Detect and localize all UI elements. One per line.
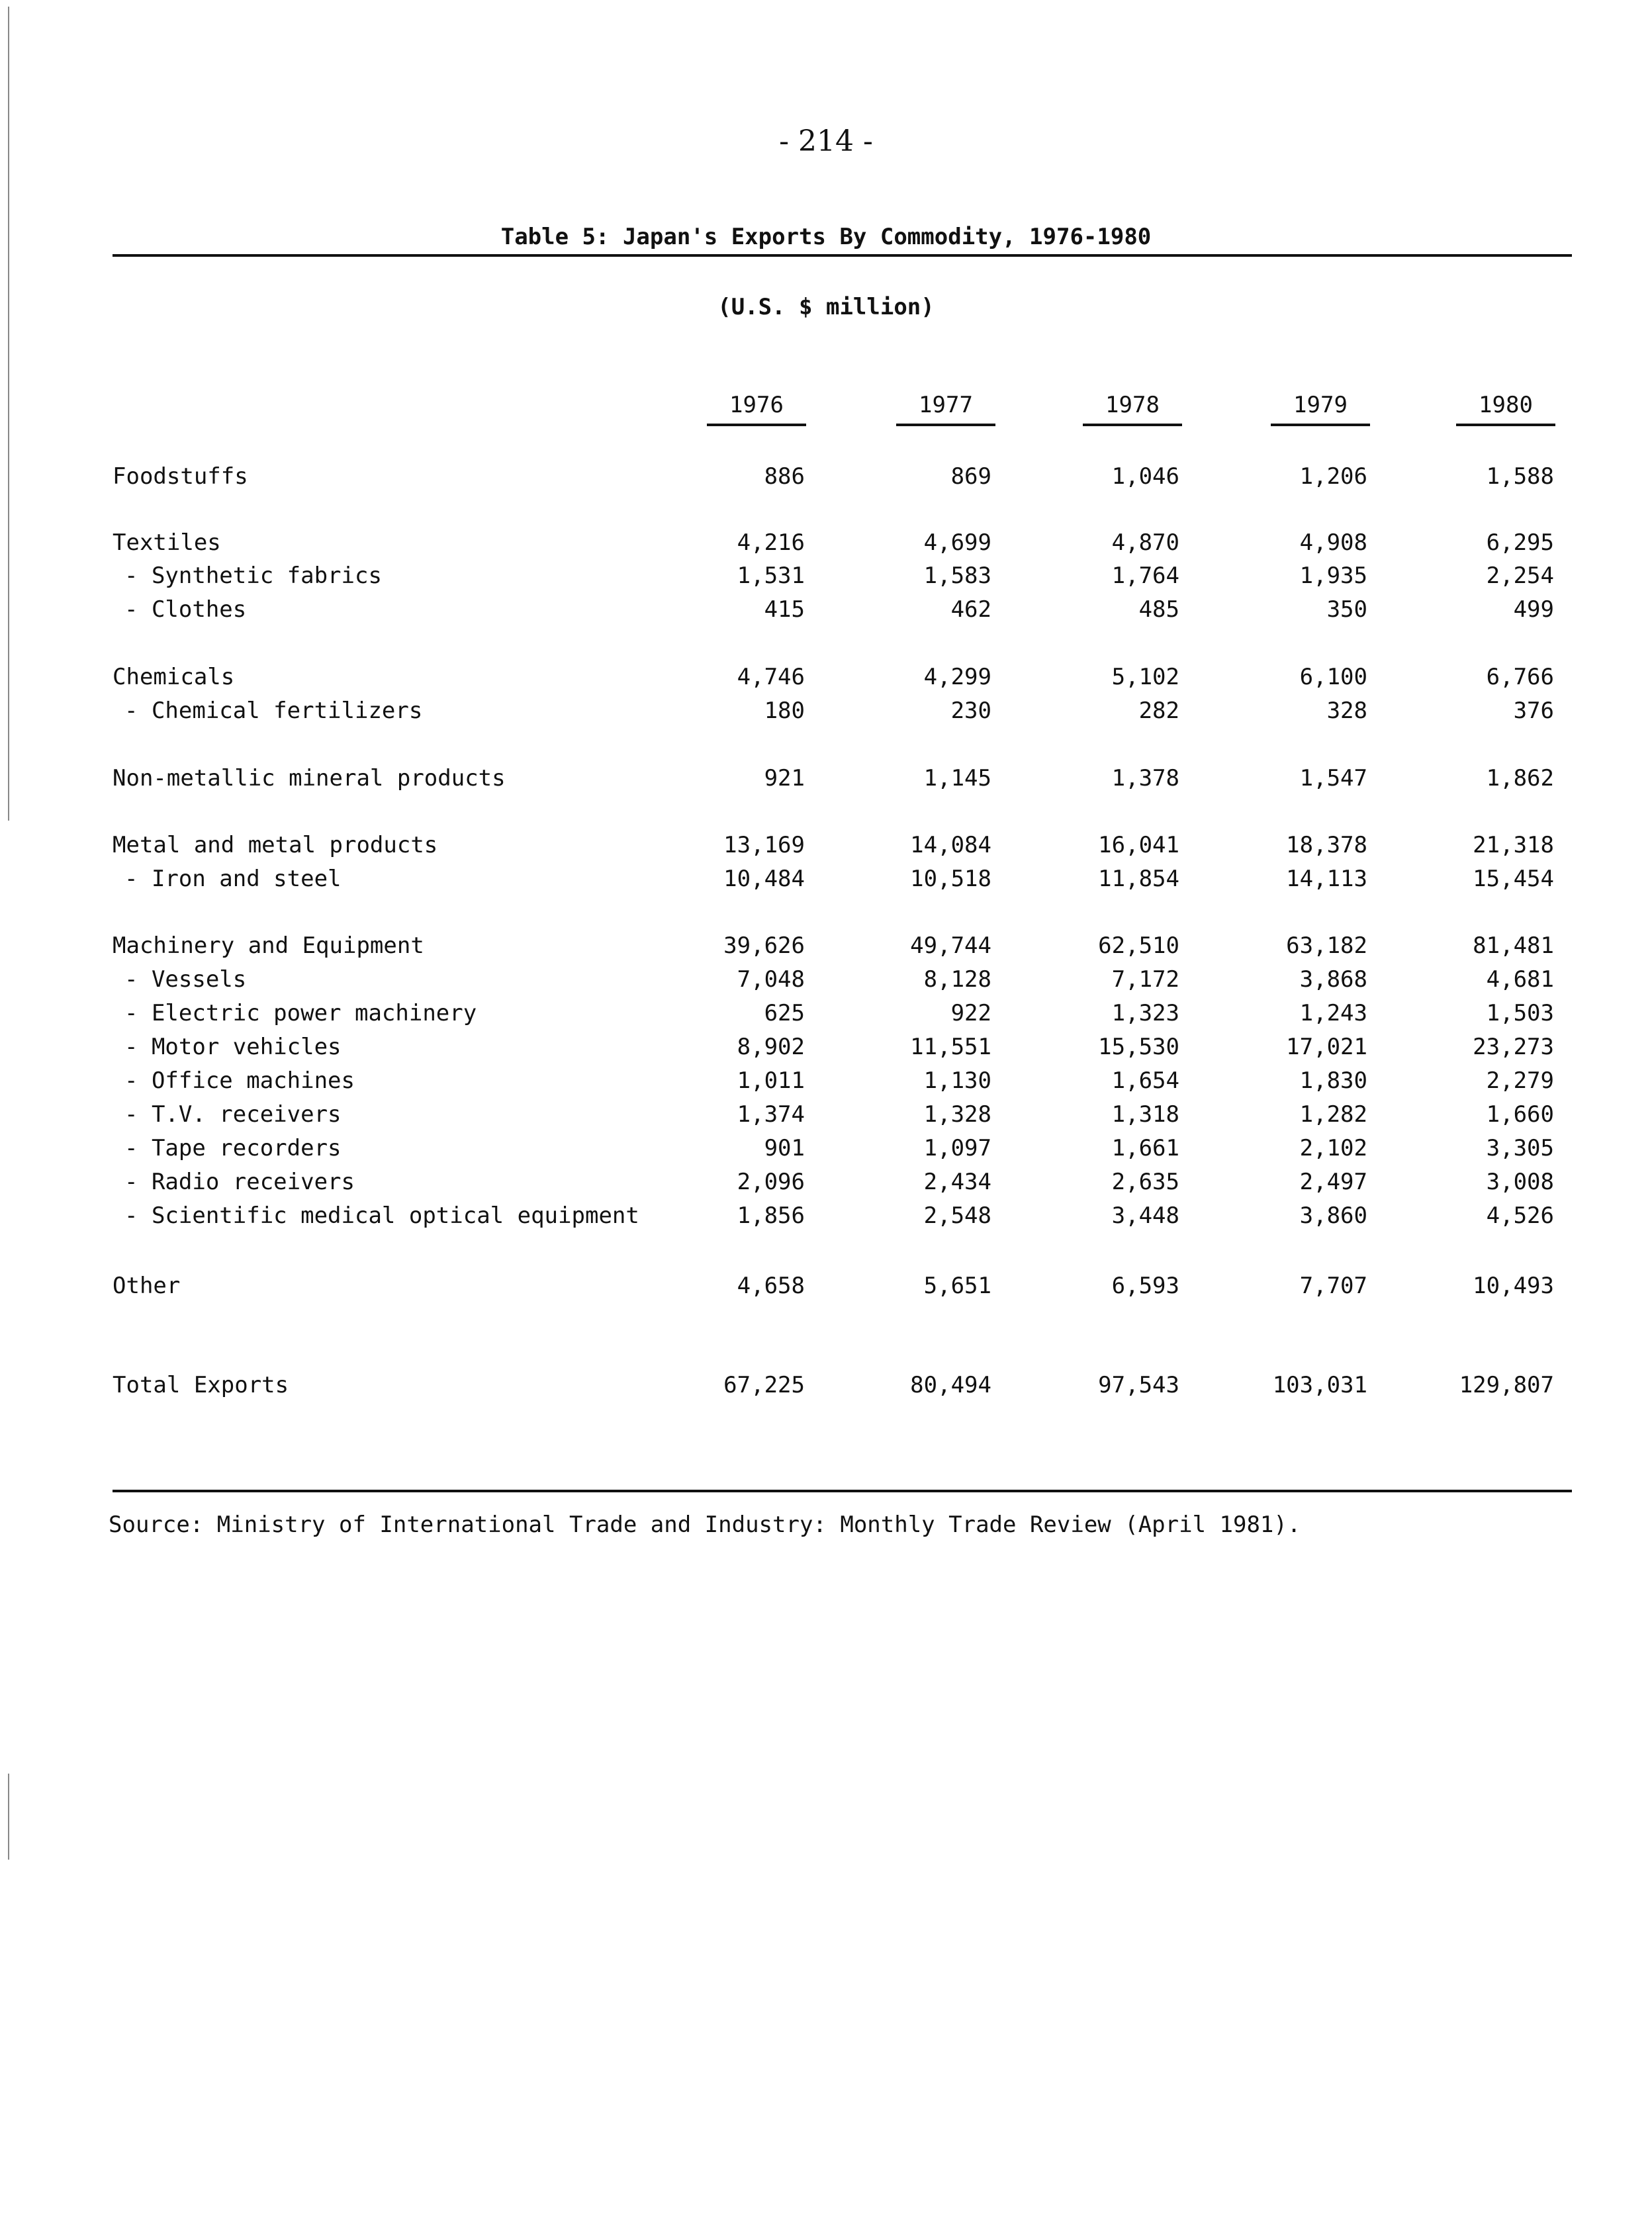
cell-value: 1,206 bbox=[1299, 463, 1367, 490]
cell-value: 1,531 bbox=[737, 563, 805, 589]
table-bottom-rule bbox=[113, 1490, 1572, 1492]
cell-value: 14,084 bbox=[910, 832, 991, 858]
row-label: - Scientific medical optical equipment bbox=[124, 1202, 639, 1229]
cell-value: 282 bbox=[1138, 698, 1179, 724]
cell-value: 17,021 bbox=[1286, 1034, 1367, 1060]
cell-value: 921 bbox=[764, 765, 805, 792]
table-row bbox=[0, 997, 1652, 1030]
cell-value: 869 bbox=[950, 463, 991, 490]
cell-value: 3,868 bbox=[1299, 966, 1367, 993]
cell-value: 67,225 bbox=[723, 1372, 805, 1398]
cell-value: 4,681 bbox=[1486, 966, 1554, 993]
cell-value: 2,497 bbox=[1299, 1169, 1367, 1195]
cell-value: 4,870 bbox=[1111, 529, 1179, 556]
cell-value: 485 bbox=[1138, 596, 1179, 623]
cell-value: 625 bbox=[764, 1000, 805, 1026]
year-header: 1978 bbox=[1083, 392, 1182, 426]
cell-value: 18,378 bbox=[1286, 832, 1367, 858]
cell-value: 4,699 bbox=[923, 529, 991, 556]
cell-value: 1,503 bbox=[1486, 1000, 1554, 1026]
cell-value: 62,510 bbox=[1098, 932, 1179, 959]
table-row bbox=[0, 862, 1652, 895]
cell-value: 2,635 bbox=[1111, 1169, 1179, 1195]
table-row bbox=[0, 460, 1652, 493]
cell-value: 1,583 bbox=[923, 563, 991, 589]
row-label: Foodstuffs bbox=[113, 463, 248, 490]
table-row bbox=[0, 593, 1652, 626]
cell-value: 6,100 bbox=[1299, 664, 1367, 690]
cell-value: 13,169 bbox=[723, 832, 805, 858]
cell-value: 328 bbox=[1326, 698, 1367, 724]
cell-value: 1,830 bbox=[1299, 1067, 1367, 1094]
page-number: - 214 - bbox=[779, 124, 873, 158]
cell-value: 103,031 bbox=[1272, 1372, 1367, 1398]
row-label: - Radio receivers bbox=[124, 1169, 355, 1195]
cell-value: 1,588 bbox=[1486, 463, 1554, 490]
cell-value: 1,318 bbox=[1111, 1101, 1179, 1128]
table-row bbox=[0, 526, 1652, 559]
cell-value: 180 bbox=[764, 698, 805, 724]
cell-value: 6,593 bbox=[1111, 1273, 1179, 1299]
cell-value: 1,243 bbox=[1299, 1000, 1367, 1026]
row-label: Non-metallic mineral products bbox=[113, 765, 506, 792]
cell-value: 81,481 bbox=[1473, 932, 1554, 959]
table-row bbox=[0, 694, 1652, 727]
cell-value: 10,518 bbox=[910, 866, 991, 892]
cell-value: 14,113 bbox=[1286, 866, 1367, 892]
cell-value: 1,282 bbox=[1299, 1101, 1367, 1128]
cell-value: 15,454 bbox=[1473, 866, 1554, 892]
year-header: 1976 bbox=[707, 392, 806, 426]
source-note: Source: Ministry of International Trade and Industry: Monthly Trade Review (April 1981). bbox=[109, 1512, 1301, 1538]
cell-value: 1,661 bbox=[1111, 1135, 1179, 1161]
cell-value: 4,746 bbox=[737, 664, 805, 690]
row-label: - Chemical fertilizers bbox=[124, 698, 423, 724]
table-row bbox=[0, 1199, 1652, 1232]
table-row bbox=[0, 829, 1652, 862]
cell-value: 1,935 bbox=[1299, 563, 1367, 589]
cell-value: 23,273 bbox=[1473, 1034, 1554, 1060]
cell-value: 3,860 bbox=[1299, 1202, 1367, 1229]
cell-value: 4,299 bbox=[923, 664, 991, 690]
table-row bbox=[0, 559, 1652, 592]
cell-value: 901 bbox=[764, 1135, 805, 1161]
table-top-rule bbox=[113, 254, 1572, 257]
table-row bbox=[0, 1269, 1652, 1302]
row-label: Chemicals bbox=[113, 664, 235, 690]
cell-value: 7,707 bbox=[1299, 1273, 1367, 1299]
row-label: Other bbox=[113, 1273, 181, 1299]
row-label: - Office machines bbox=[124, 1067, 355, 1094]
margin-scan-mark bbox=[8, 1774, 9, 1860]
cell-value: 886 bbox=[764, 463, 805, 490]
cell-value: 5,651 bbox=[923, 1273, 991, 1299]
cell-value: 1,764 bbox=[1111, 563, 1179, 589]
cell-value: 63,182 bbox=[1286, 932, 1367, 959]
cell-value: 2,434 bbox=[923, 1169, 991, 1195]
cell-value: 376 bbox=[1513, 698, 1554, 724]
cell-value: 1,046 bbox=[1111, 463, 1179, 490]
table-row bbox=[0, 1030, 1652, 1063]
table-row bbox=[0, 1098, 1652, 1131]
year-header: 1979 bbox=[1271, 392, 1370, 426]
cell-value: 11,854 bbox=[1098, 866, 1179, 892]
year-header: 1977 bbox=[896, 392, 995, 426]
cell-value: 39,626 bbox=[723, 932, 805, 959]
row-label: - Vessels bbox=[124, 966, 247, 993]
cell-value: 8,128 bbox=[923, 966, 991, 993]
cell-value: 6,295 bbox=[1486, 529, 1554, 556]
cell-value: 1,328 bbox=[923, 1101, 991, 1128]
cell-value: 1,547 bbox=[1299, 765, 1367, 792]
row-label: - Motor vehicles bbox=[124, 1034, 342, 1060]
cell-value: 415 bbox=[764, 596, 805, 623]
cell-value: 3,448 bbox=[1111, 1202, 1179, 1229]
cell-value: 2,548 bbox=[923, 1202, 991, 1229]
cell-value: 2,254 bbox=[1486, 563, 1554, 589]
total-row bbox=[0, 1369, 1652, 1402]
cell-value: 1,660 bbox=[1486, 1101, 1554, 1128]
table-row bbox=[0, 762, 1652, 795]
table-row bbox=[0, 660, 1652, 694]
cell-value: 21,318 bbox=[1473, 832, 1554, 858]
cell-value: 16,041 bbox=[1098, 832, 1179, 858]
cell-value: 230 bbox=[950, 698, 991, 724]
cell-value: 1,011 bbox=[737, 1067, 805, 1094]
cell-value: 3,008 bbox=[1486, 1169, 1554, 1195]
cell-value: 10,484 bbox=[723, 866, 805, 892]
year-header: 1980 bbox=[1456, 392, 1555, 426]
row-label: Total Exports bbox=[113, 1372, 289, 1398]
cell-value: 4,658 bbox=[737, 1273, 805, 1299]
row-label: - Iron and steel bbox=[124, 866, 342, 892]
table-row bbox=[0, 963, 1652, 996]
table-row bbox=[0, 1165, 1652, 1199]
cell-value: 1,374 bbox=[737, 1101, 805, 1128]
cell-value: 15,530 bbox=[1098, 1034, 1179, 1060]
cell-value: 1,654 bbox=[1111, 1067, 1179, 1094]
table-title: Table 5: Japan's Exports By Commodity, 1976-1980 bbox=[500, 224, 1152, 250]
cell-value: 97,543 bbox=[1098, 1372, 1179, 1398]
cell-value: 4,216 bbox=[737, 529, 805, 556]
cell-value: 3,305 bbox=[1486, 1135, 1554, 1161]
cell-value: 2,102 bbox=[1299, 1135, 1367, 1161]
row-label: Machinery and Equipment bbox=[113, 932, 424, 959]
row-label: - Clothes bbox=[124, 596, 247, 623]
row-label: - Synthetic fabrics bbox=[124, 563, 382, 589]
table-units: (U.S. $ million) bbox=[717, 294, 935, 320]
cell-value: 1,323 bbox=[1111, 1000, 1179, 1026]
cell-value: 4,526 bbox=[1486, 1202, 1554, 1229]
cell-value: 1,097 bbox=[923, 1135, 991, 1161]
row-label: Textiles bbox=[113, 529, 221, 556]
cell-value: 7,172 bbox=[1111, 966, 1179, 993]
cell-value: 8,902 bbox=[737, 1034, 805, 1060]
cell-value: 1,856 bbox=[737, 1202, 805, 1229]
cell-value: 129,807 bbox=[1459, 1372, 1554, 1398]
cell-value: 922 bbox=[950, 1000, 991, 1026]
row-label: - Electric power machinery bbox=[124, 1000, 477, 1026]
cell-value: 350 bbox=[1326, 596, 1367, 623]
table-row bbox=[0, 929, 1652, 962]
table-row bbox=[0, 1064, 1652, 1097]
cell-value: 2,096 bbox=[737, 1169, 805, 1195]
cell-value: 1,130 bbox=[923, 1067, 991, 1094]
row-label: - T.V. receivers bbox=[124, 1101, 342, 1128]
row-label: Metal and metal products bbox=[113, 832, 438, 858]
cell-value: 49,744 bbox=[910, 932, 991, 959]
cell-value: 1,862 bbox=[1486, 765, 1554, 792]
cell-value: 80,494 bbox=[910, 1372, 991, 1398]
row-label: - Tape recorders bbox=[124, 1135, 342, 1161]
cell-value: 4,908 bbox=[1299, 529, 1367, 556]
cell-value: 1,145 bbox=[923, 765, 991, 792]
cell-value: 499 bbox=[1513, 596, 1554, 623]
cell-value: 7,048 bbox=[737, 966, 805, 993]
table-row bbox=[0, 1132, 1652, 1165]
cell-value: 2,279 bbox=[1486, 1067, 1554, 1094]
cell-value: 10,493 bbox=[1473, 1273, 1554, 1299]
cell-value: 6,766 bbox=[1486, 664, 1554, 690]
cell-value: 462 bbox=[950, 596, 991, 623]
cell-value: 5,102 bbox=[1111, 664, 1179, 690]
cell-value: 11,551 bbox=[910, 1034, 991, 1060]
cell-value: 1,378 bbox=[1111, 765, 1179, 792]
